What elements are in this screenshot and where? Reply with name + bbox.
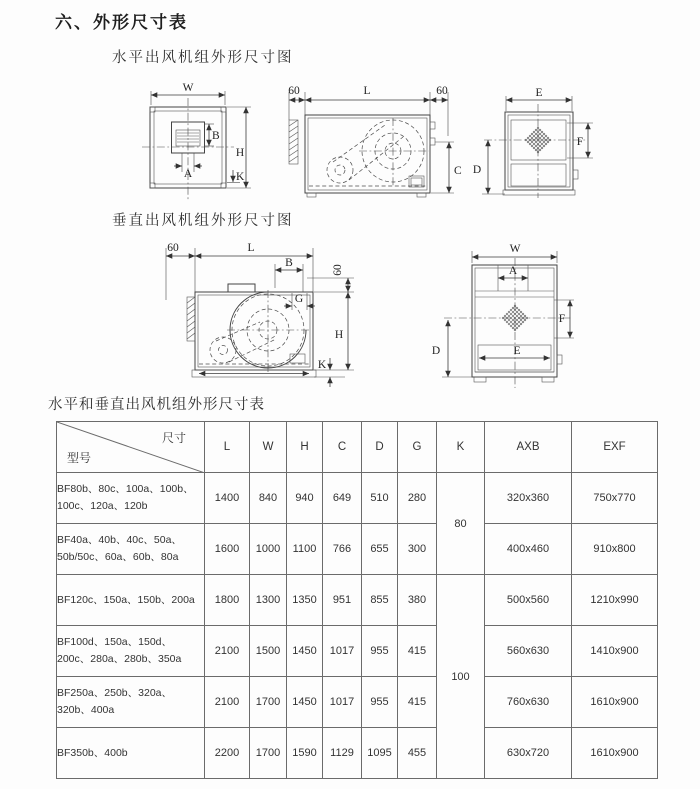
value-W: 1000 <box>250 524 287 575</box>
casing-outline <box>472 265 557 377</box>
drawing-horizontal-end-view <box>470 78 645 208</box>
drawing-horizontal-front-view <box>128 78 280 208</box>
table-row <box>57 473 658 524</box>
value-H: 1590 <box>287 728 323 779</box>
value-G: 415 <box>398 677 437 728</box>
table-row <box>57 575 658 626</box>
dim-label-c: C <box>454 165 462 177</box>
value-D: 510 <box>362 473 398 524</box>
value-G: 380 <box>398 575 437 626</box>
col-header-D: D <box>362 422 398 473</box>
value-AXB: 560x630 <box>485 626 572 677</box>
value-AXB: 630x720 <box>485 728 572 779</box>
value-L: 1800 <box>205 575 250 626</box>
header-row <box>57 422 658 473</box>
drawing-vertical-side-view <box>55 240 370 392</box>
col-header-EXF: EXF <box>572 422 658 473</box>
dim-label-60-left: 60 <box>167 242 179 254</box>
drawing-vertical-end-view <box>420 238 650 395</box>
value-L: 2200 <box>205 728 250 779</box>
value-AXB: 760x630 <box>485 677 572 728</box>
dim-label-f: F <box>576 136 584 148</box>
dim-label-e: E <box>535 87 543 99</box>
value-EXF: 1610x900 <box>572 728 658 779</box>
value-AXB: 500x560 <box>485 575 572 626</box>
col-header-AXB: AXB <box>485 422 572 473</box>
value-W: 1500 <box>250 626 287 677</box>
dim-label-l: L <box>363 85 371 97</box>
dim-label-a: A <box>183 168 193 180</box>
value-AXB: 320x360 <box>485 473 572 524</box>
value-EXF: 1210x990 <box>572 575 658 626</box>
model-cell: BF80b、80c、100a、100b、100c、120a、120b <box>57 473 205 524</box>
table-row <box>57 677 658 728</box>
motor-pulley <box>210 322 276 363</box>
terminal-box <box>290 354 305 363</box>
value-D: 955 <box>362 626 398 677</box>
dim-label-l: L <box>247 242 255 254</box>
top-outlet-stub <box>228 284 255 292</box>
dim-label-h: H <box>235 147 245 159</box>
dim-label-b: B <box>212 130 220 142</box>
dim-label-b: B <box>285 257 293 269</box>
value-C: 951 <box>323 575 362 626</box>
col-header-L: L <box>205 422 250 473</box>
value-W: 1700 <box>250 677 287 728</box>
corner-label-model: 型号 <box>67 451 92 465</box>
value-K-merged: 80 <box>437 473 485 575</box>
model-cell: BF40a、40b、40c、50a、50b/50c、60a、60b、80a <box>57 524 205 575</box>
col-header-K: K <box>437 422 485 473</box>
table-row <box>57 524 658 575</box>
dim-label-f: F <box>558 313 566 325</box>
table-row <box>57 728 658 779</box>
corner-header-cell <box>57 422 205 473</box>
value-H: 1350 <box>287 575 323 626</box>
col-header-C: C <box>323 422 362 473</box>
value-W: 1300 <box>250 575 287 626</box>
value-C: 1017 <box>323 626 362 677</box>
value-L: 1400 <box>205 473 250 524</box>
corner-label-size: 尺寸 <box>161 431 186 445</box>
value-D: 655 <box>362 524 398 575</box>
value-H: 1450 <box>287 626 323 677</box>
subtitle-vertical-unit: 垂直出风机组外形尺寸图 <box>112 213 294 229</box>
value-H: 1450 <box>287 677 323 728</box>
dim-label-d: D <box>472 164 482 176</box>
dimensions-table-wrapper <box>56 421 658 779</box>
value-EXF: 910x800 <box>572 524 658 575</box>
drawing-horizontal-side-view <box>283 78 465 208</box>
inlet-flange-hatch <box>289 120 298 164</box>
value-G: 455 <box>398 728 437 779</box>
model-cell: BF120c、150a、150b、200a <box>57 575 205 626</box>
value-L: 2100 <box>205 626 250 677</box>
value-G: 300 <box>398 524 437 575</box>
value-L: 2100 <box>205 677 250 728</box>
subtitle-horizontal-unit: 水平出风机组外形尺寸图 <box>112 50 294 66</box>
col-header-H: H <box>287 422 323 473</box>
value-C: 1017 <box>323 677 362 728</box>
dim-label-k: K <box>317 359 327 371</box>
value-G: 280 <box>398 473 437 524</box>
value-C: 766 <box>323 524 362 575</box>
dim-label-g: G <box>294 293 304 305</box>
value-W: 1700 <box>250 728 287 779</box>
page-title: 六、外形尺寸表 <box>55 13 188 32</box>
model-cell: BF250a、250b、320a、320b、400a <box>57 677 205 728</box>
value-C: 1129 <box>323 728 362 779</box>
value-EXF: 1610x900 <box>572 677 658 728</box>
model-cell: BF350b、400b <box>57 728 205 779</box>
dim-label-60-right: 60 <box>436 85 448 97</box>
value-G: 415 <box>398 626 437 677</box>
value-D: 1095 <box>362 728 398 779</box>
value-AXB: 400x460 <box>485 524 572 575</box>
table-row <box>57 626 658 677</box>
dim-label-w: W <box>509 243 521 255</box>
value-D: 855 <box>362 575 398 626</box>
dim-label-h: H <box>334 329 344 341</box>
value-H: 1100 <box>287 524 323 575</box>
value-EXF: 750x770 <box>572 473 658 524</box>
model-cell: BF100d、150a、150d、200c、280a、280b、350a <box>57 626 205 677</box>
value-C: 649 <box>323 473 362 524</box>
inlet-flange-hatch <box>187 297 195 341</box>
value-K-merged: 100 <box>437 575 485 779</box>
dimensions-table <box>56 421 658 779</box>
table-title: 水平和垂直出风机组外形尺寸表 <box>48 397 265 413</box>
dim-label-60-left: 60 <box>288 85 300 97</box>
value-L: 1600 <box>205 524 250 575</box>
col-header-G: G <box>398 422 437 473</box>
value-EXF: 1410x900 <box>572 626 658 677</box>
value-W: 840 <box>250 473 287 524</box>
dim-label-k: K <box>236 171 245 183</box>
dim-label-e: E <box>513 345 521 357</box>
dim-label-a: A <box>508 265 518 277</box>
dim-label-60-top: 60 <box>332 264 344 276</box>
col-header-W: W <box>250 422 287 473</box>
value-D: 955 <box>362 677 398 728</box>
motor-pulley <box>327 125 403 183</box>
value-H: 940 <box>287 473 323 524</box>
dim-label-w: W <box>182 82 194 94</box>
dim-label-d: D <box>431 345 441 357</box>
